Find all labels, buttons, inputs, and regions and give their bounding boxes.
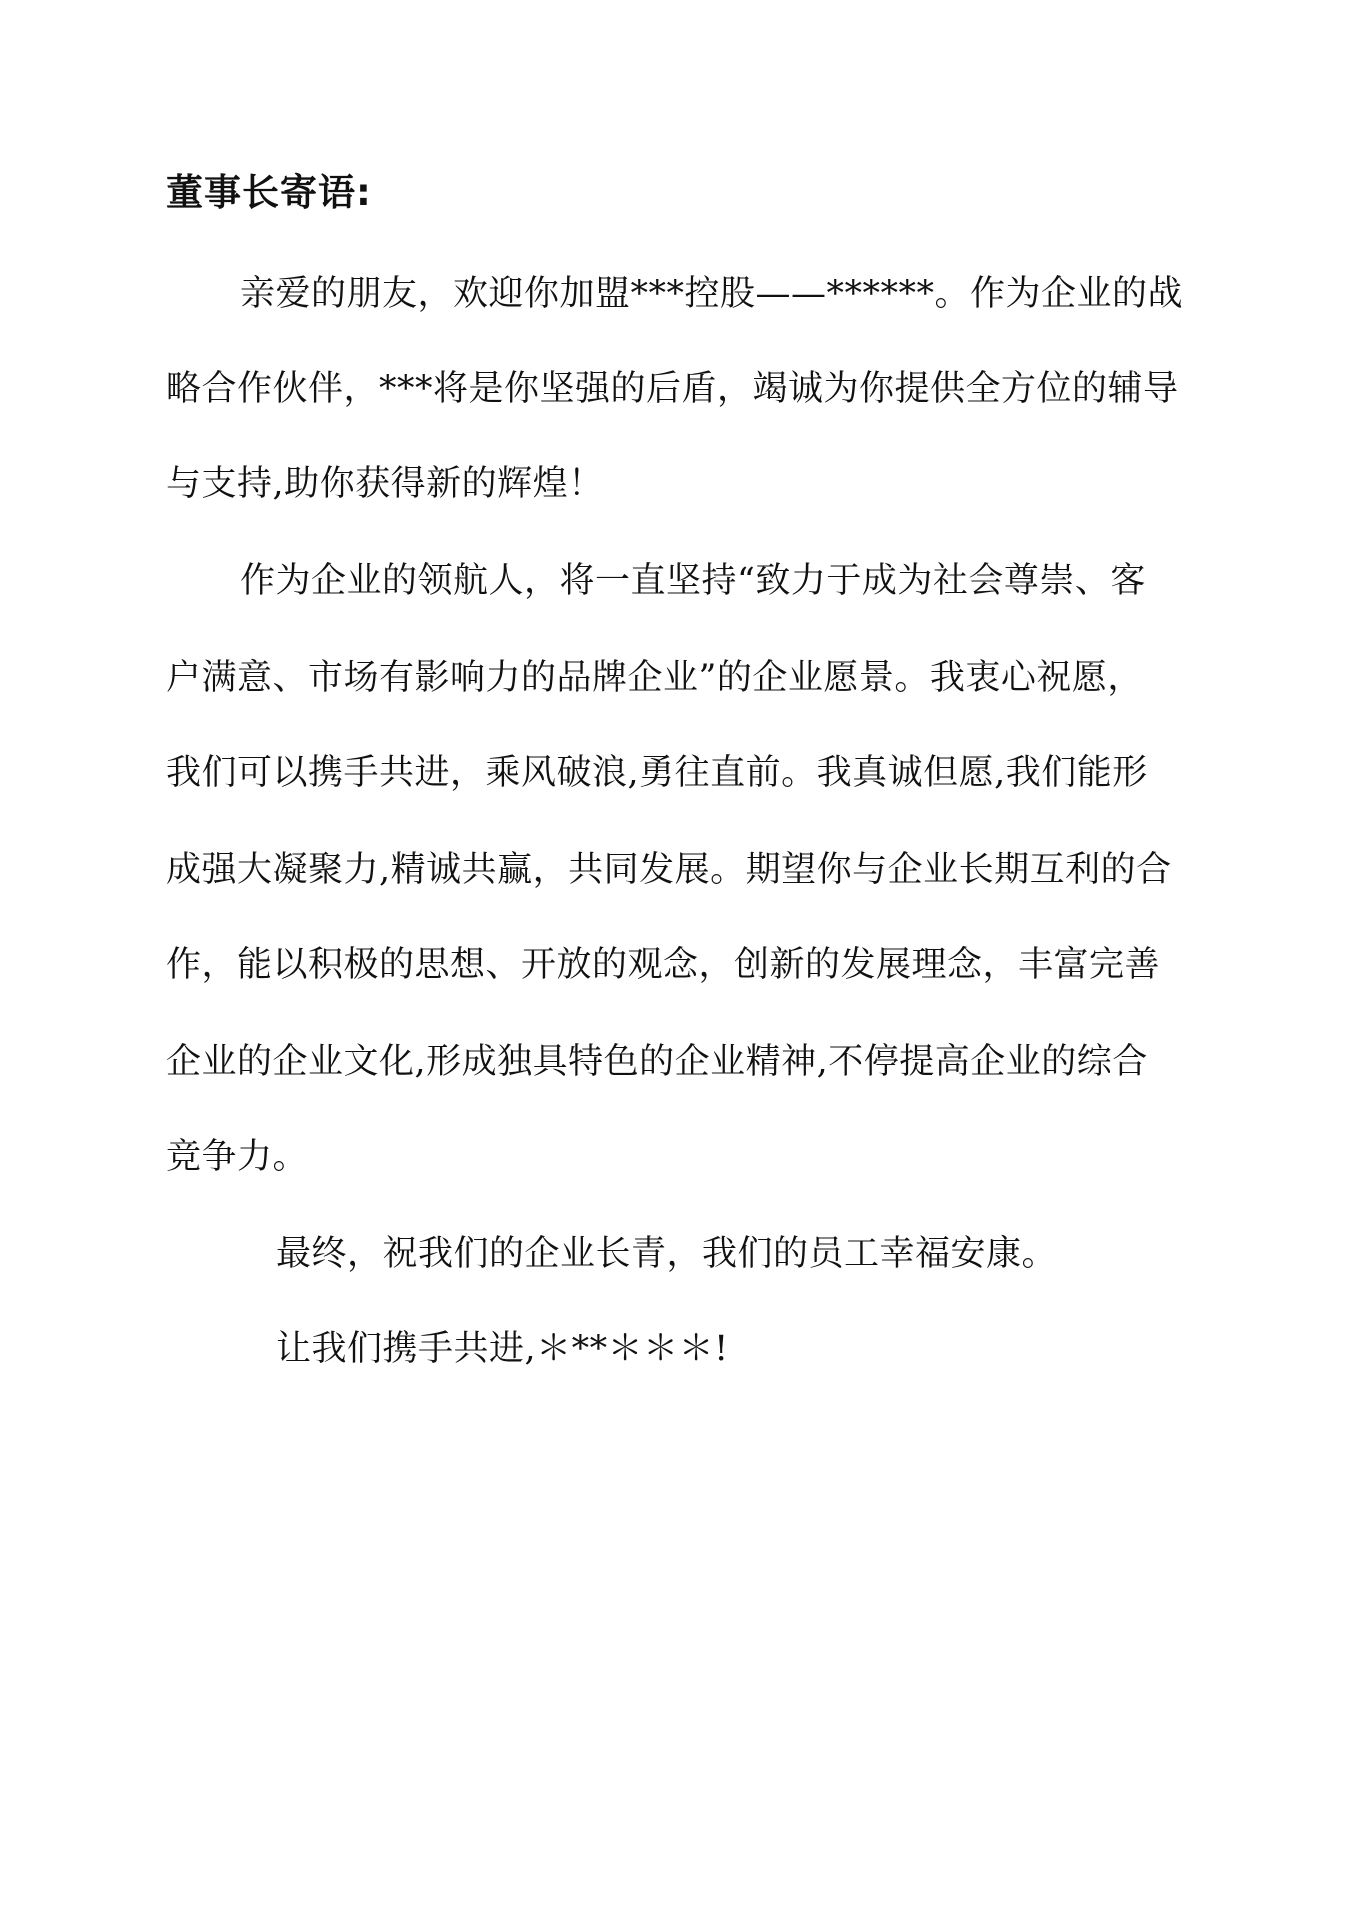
paragraph-line: 亲爱的朋友，欢迎你加盟***控股——******。作为企业的战 — [240, 274, 1184, 314]
paragraph-line: 与支持,助你获得新的辉煌！ — [166, 464, 604, 504]
document-title: 董事长寄语: — [166, 171, 372, 214]
paragraph-line: 成强大凝聚力,精诚共赢，共同发展。期望你与企业长期互利的合 — [166, 850, 1172, 890]
paragraph-line: 户满意、市场有影响力的品牌企业”的企业愿景。我衷心祝愿， — [166, 658, 1143, 698]
paragraph-line: 作，能以积极的思想、开放的观念，创新的发展理念，丰富完善 — [166, 945, 1161, 985]
closing-line: 让我们携手共进,＊**＊＊＊! — [276, 1329, 729, 1369]
paragraph-line: 作为企业的领航人，将一直坚持“致力于成为社会尊崇、客 — [240, 561, 1146, 601]
paragraph-line: 我们可以携手共进，乘风破浪,勇往直前。我真诚但愿,我们能形 — [166, 753, 1148, 793]
closing-line: 最终，祝我们的企业长青，我们的员工幸福安康。 — [276, 1234, 1058, 1274]
paragraph-line: 竞争力。 — [166, 1137, 309, 1177]
paragraph-line: 企业的企业文化,形成独具特色的企业精神,不停提高企业的综合 — [166, 1042, 1148, 1082]
paragraph-line: 略合作伙伴，***将是你坚强的后盾，竭诚为你提供全方位的辅导 — [166, 369, 1179, 409]
